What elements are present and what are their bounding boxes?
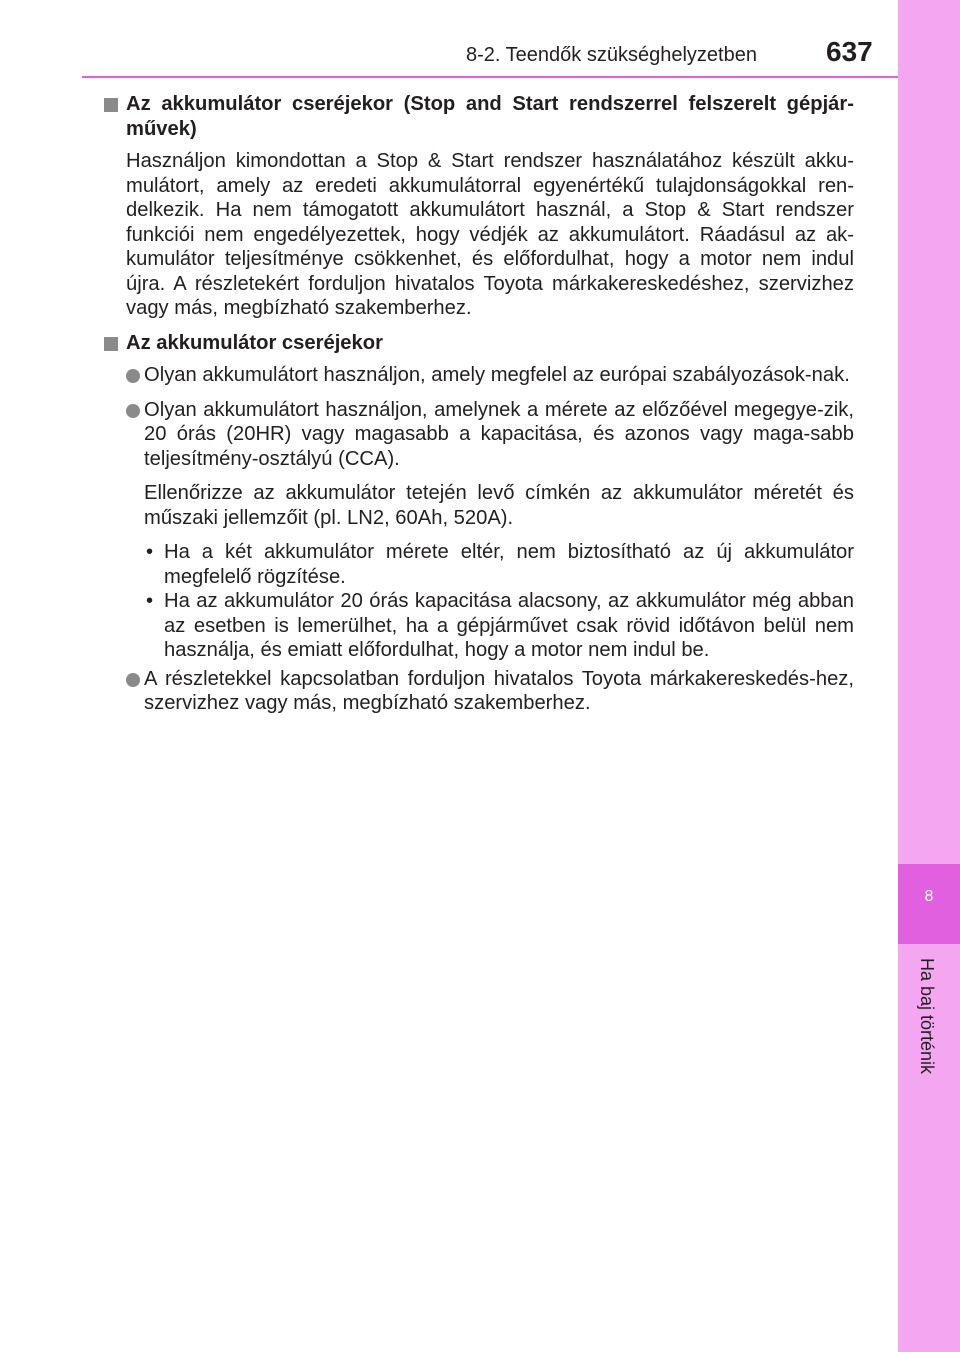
section-heading-stop-start xyxy=(104,92,854,141)
dot-bullet-icon: • xyxy=(146,590,154,612)
header-divider xyxy=(82,76,898,78)
warning-item xyxy=(104,589,854,663)
heading-text: Az akkumulátor cseréjekor xyxy=(126,331,383,354)
list-item-text: A részletekkel kapcsolatban forduljon hivatalos Toyota márkakereskedés-hez, szervizhez vagy más, megbízható szakemberhez. xyxy=(144,667,854,714)
chapter-label-wrap xyxy=(898,0,960,1352)
label-check-note: Ellenőrizze az akkumulátor tetején levő címkén az akkumulátor méretét és műszaki jellemzőit (pl. LN2, 60Ah, 520A). xyxy=(144,482,854,529)
page-number: 637 xyxy=(826,36,873,67)
warning-text: Ha a két akkumulátor mérete eltér, nem biztosítható az új akkumulátor megfelelő rögzítése. xyxy=(164,541,854,588)
stop-start-paragraph: Használjon kimondottan a Stop & Start rendszer használatához készült akku-mulátort, amely az eredeti akkumulátorral egyenértékű tulajdonságokkal ren-delkezik. Ha nem támogatott akkumulátort használ, a Stop & Start rendszer funkciói nem engedélyezettek, hogy védjék az akkumulátort. Ráadásul az ak-kumulátor teljesítménye csökkenhet, és előfordulhat, hogy a motor nem indul újra. A részletekért forduljon hivatalos Toyota márkakereskedéshez, szervizhez vagy más, megbízható szakemberhez. xyxy=(126,150,854,319)
circle-bullet-icon xyxy=(126,673,140,687)
section-heading-replacement xyxy=(104,331,854,356)
chapter-number: 8 xyxy=(898,864,960,944)
warning-item xyxy=(104,540,854,589)
chapter-title: Ha baj történik xyxy=(917,958,937,1075)
list-item xyxy=(104,667,854,716)
list-item xyxy=(104,398,854,472)
square-bullet-icon xyxy=(104,98,118,112)
warning-text: Ha az akkumulátor 20 órás kapacitása alacsony, az akkumulátor még abban az esetben is lemerülhet, ha a gépjárművet csak rövid időtávon belül nem használja, és emiatt előfordulhat, hogy a motor nem indul be. xyxy=(164,590,854,661)
warning-list xyxy=(104,540,854,663)
page-content xyxy=(104,92,854,726)
dot-bullet-icon: • xyxy=(146,541,154,563)
list-item xyxy=(104,363,854,388)
circle-bullet-icon xyxy=(126,404,140,418)
header-section-title: 8-2. Teendők szükséghelyzetben xyxy=(466,44,757,66)
heading-text: Az akkumulátor cseréjekor (Stop and Start rendszerrel felszerelt gépjár-művek) xyxy=(126,93,854,140)
square-bullet-icon xyxy=(104,337,118,351)
list-item-text: Olyan akkumulátort használjon, amelynek a mérete az előzőével megegye-zik, 20 órás (20HR) vagy magasabb a kapacitása, és azonos vagy maga-sabb teljesítmény-osztályú (CCA). xyxy=(144,398,854,470)
list-item-text: Olyan akkumulátort használjon, amely megfelel az európai szabályozások-nak. xyxy=(144,364,850,386)
circle-bullet-icon xyxy=(126,369,140,383)
